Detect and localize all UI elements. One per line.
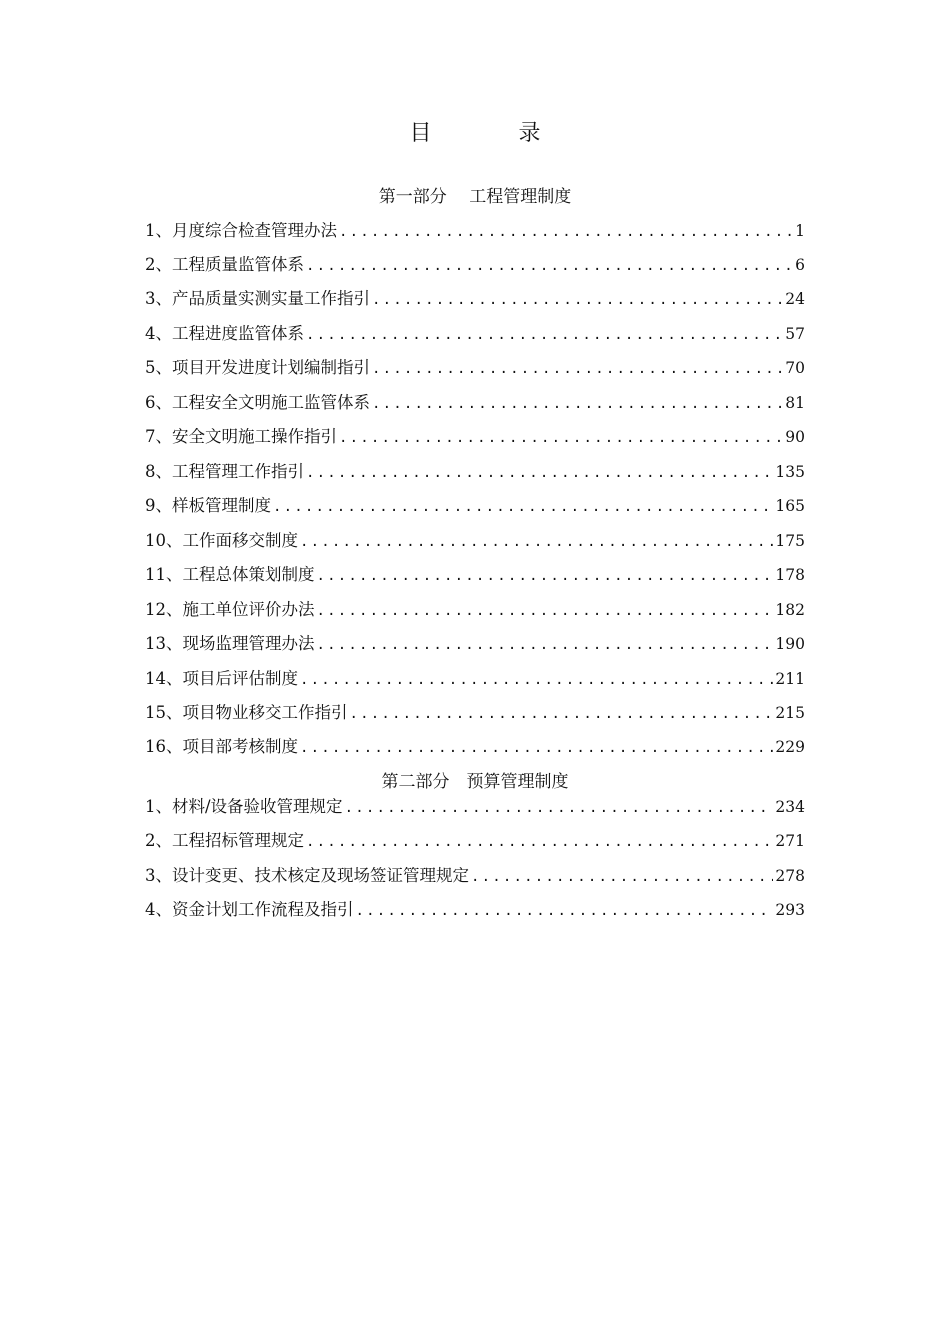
toc-leader-dots — [372, 292, 783, 308]
toc-entry-title: 项目开发进度计划编制指引 — [172, 358, 370, 377]
toc-entry-page: 293 — [775, 901, 805, 919]
toc-leader-dots — [372, 396, 783, 412]
toc-entry-number: 4、 — [145, 324, 172, 343]
toc-entry-title: 工程管理工作指引 — [172, 462, 304, 481]
toc-entry-title: 产品质量实测实量工作指引 — [172, 289, 370, 308]
toc-entry-number: 16、 — [145, 737, 183, 756]
toc-entry-title: 工程质量监管体系 — [172, 255, 304, 274]
toc-entry-number: 10、 — [145, 531, 183, 550]
toc-entry — [145, 665, 805, 691]
toc-leader-dots — [350, 706, 774, 722]
toc-entry-page: 178 — [775, 566, 805, 584]
toc-entry-page: 57 — [785, 325, 805, 343]
toc-entry-page: 234 — [775, 798, 805, 816]
toc-entry — [145, 458, 805, 484]
toc-entry-page: 211 — [775, 670, 805, 688]
toc-entry-number: 4、 — [145, 900, 172, 919]
toc-entry — [145, 630, 805, 656]
toc-leader-dots — [273, 499, 773, 515]
toc-entry-page: 6 — [795, 256, 805, 274]
toc-entry-page: 165 — [775, 497, 805, 515]
toc-entry-title: 月度综合检查管理办法 — [172, 221, 337, 240]
toc-leader-dots — [306, 834, 773, 850]
toc-entry — [145, 793, 805, 819]
toc-entry-page: 81 — [785, 394, 805, 412]
toc-entry — [145, 862, 805, 888]
toc-entry-number: 12、 — [145, 600, 183, 619]
toc-entry-number: 2、 — [145, 831, 172, 850]
toc-entry-page: 175 — [775, 532, 805, 550]
toc-entry-page: 215 — [775, 704, 805, 722]
toc-entry-page: 70 — [785, 359, 805, 377]
toc-leader-dots — [339, 224, 793, 240]
toc-leader-dots — [317, 603, 774, 619]
toc-entry — [145, 699, 805, 725]
toc-entry-number: 15、 — [145, 703, 183, 722]
toc-entry-page: 90 — [785, 428, 805, 446]
toc-entry — [145, 251, 805, 277]
toc-entry-title: 工程进度监管体系 — [172, 324, 304, 343]
toc-entry-number: 2、 — [145, 255, 172, 274]
toc-entry-title: 工程安全文明施工监管体系 — [172, 393, 370, 412]
part1-heading: 第一部分 工程管理制度 — [378, 187, 572, 207]
part2-heading: 第二部分 预算管理制度 — [381, 772, 569, 792]
toc-leader-dots — [300, 672, 773, 688]
toc-entry-title: 工作面移交制度 — [182, 531, 298, 550]
toc-entry — [145, 896, 805, 922]
toc-entry-number: 3、 — [145, 866, 172, 885]
toc-leader-dots — [300, 740, 773, 756]
toc-leader-dots — [345, 800, 774, 816]
toc-title: 目 录 — [409, 121, 581, 146]
toc-entry-number: 9、 — [145, 496, 172, 515]
toc-entry — [145, 354, 805, 380]
toc-entry-title: 项目部考核制度 — [182, 737, 298, 756]
toc-entry-title: 项目物业移交工作指引 — [182, 703, 348, 722]
toc-entry-title: 工程总体策划制度 — [182, 565, 315, 584]
toc-entry-title: 工程招标管理规定 — [172, 831, 304, 850]
toc-leader-dots — [306, 258, 793, 274]
toc-entry-page: 182 — [775, 601, 805, 619]
toc-entry-title: 材料/设备验收管理规定 — [172, 797, 343, 816]
toc-entry — [145, 320, 805, 346]
toc-entry — [145, 527, 805, 553]
toc-entry-title: 资金计划工作流程及指引 — [172, 900, 354, 919]
toc-entry-number: 5、 — [145, 358, 172, 377]
toc-entry-title: 样板管理制度 — [172, 496, 271, 515]
toc-leader-dots — [300, 534, 773, 550]
toc-entry-number: 11、 — [145, 565, 183, 584]
toc-entry — [145, 492, 805, 518]
toc-entry-page: 190 — [775, 635, 805, 653]
toc-leader-dots — [306, 465, 773, 481]
toc-entry — [145, 285, 805, 311]
toc-leader-dots — [317, 637, 774, 653]
toc-leader-dots — [471, 869, 773, 885]
toc-entry-title: 施工单位评价办法 — [182, 600, 315, 619]
toc-entry — [145, 733, 805, 759]
toc-leader-dots — [306, 327, 783, 343]
toc-entry-page: 278 — [775, 867, 805, 885]
toc-entry-number: 3、 — [145, 289, 172, 308]
toc-leader-dots — [372, 361, 783, 377]
toc-entry-page: 229 — [775, 738, 805, 756]
toc-entry-number: 8、 — [145, 462, 172, 481]
toc-entry — [145, 561, 805, 587]
toc-entry-number: 1、 — [145, 797, 172, 816]
toc-leader-dots — [356, 903, 774, 919]
toc-entry-number: 13、 — [145, 634, 183, 653]
toc-entry-title: 设计变更、技术核定及现场签证管理规定 — [172, 866, 469, 885]
toc-leader-dots — [339, 430, 783, 446]
toc-entry-number: 6、 — [145, 393, 172, 412]
toc-leader-dots — [317, 568, 774, 584]
toc-entry-number: 1、 — [145, 221, 172, 240]
toc-entry — [145, 217, 805, 243]
toc-entry-page: 1 — [795, 222, 805, 240]
toc-entry-title: 安全文明施工操作指引 — [172, 427, 337, 446]
toc-entry-page: 24 — [785, 290, 805, 308]
toc-entry-title: 项目后评估制度 — [182, 669, 298, 688]
toc-entry — [145, 827, 805, 853]
toc-entry — [145, 423, 805, 449]
toc-entry-number: 14、 — [145, 669, 183, 688]
toc-entry-page: 135 — [775, 463, 805, 481]
toc-entry — [145, 596, 805, 622]
toc-entry-number: 7、 — [145, 427, 172, 446]
toc-entry-page: 271 — [775, 832, 805, 850]
toc-entry — [145, 389, 805, 415]
toc-entry-title: 现场监理管理办法 — [182, 634, 315, 653]
